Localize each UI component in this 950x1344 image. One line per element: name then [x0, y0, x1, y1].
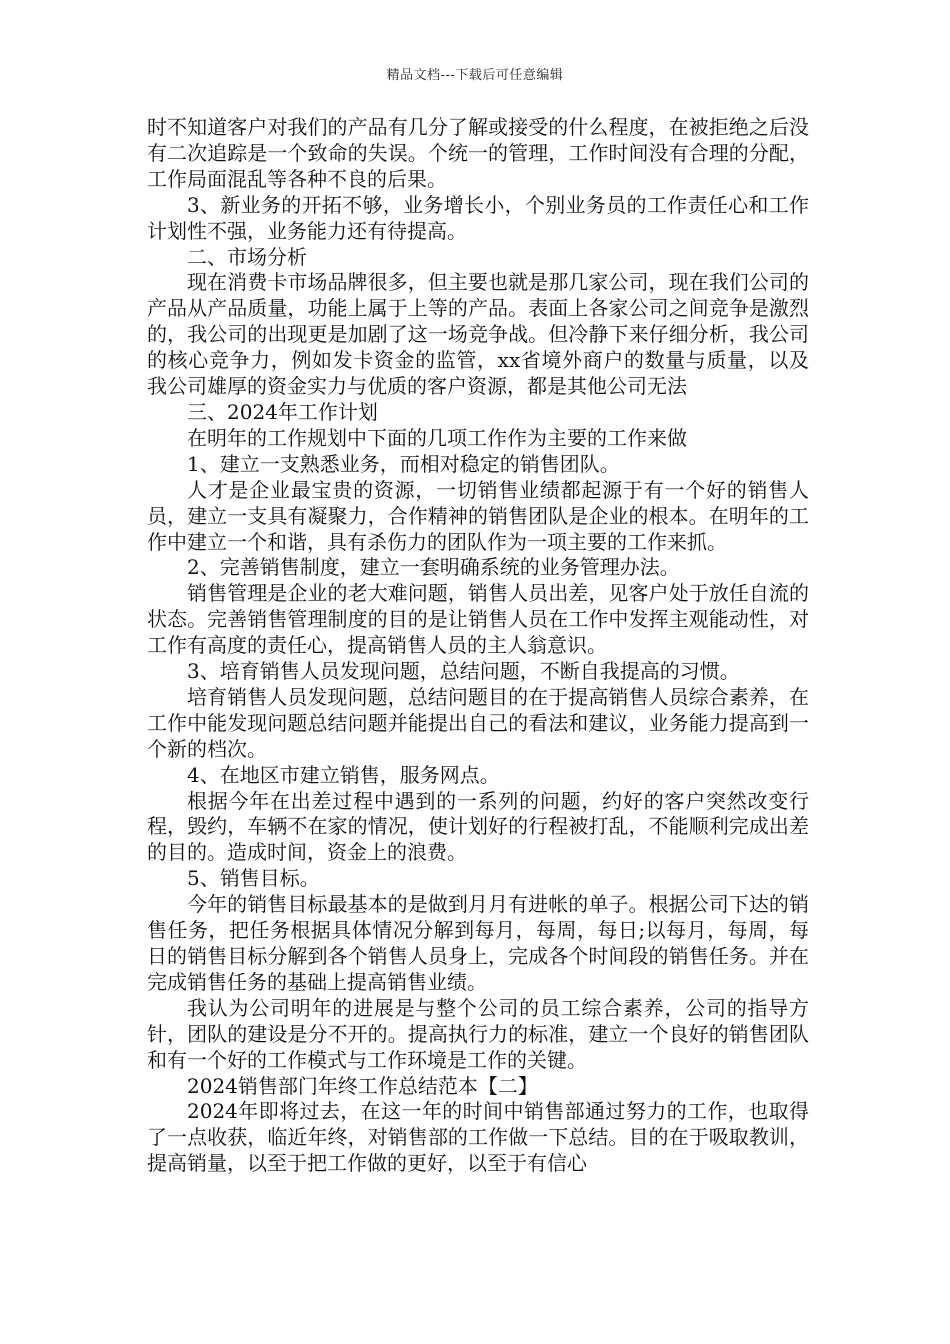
list-item-heading: 2、完善销售制度，建立一套明确系统的业务管理办法。 [187, 555, 680, 580]
section-heading: 二、市场分析 [187, 244, 307, 269]
paragraph: 销售管理是企业的老大难问题，销售人员出差，见客户处于放任自流的状态。完善销售管理制度的目的是让销售人员在工作中发挥主观能动性，对工作有高度的责任心，提高销售人员的主人翁意识。 [147, 581, 809, 658]
list-item-heading: 5、销售目标。 [187, 866, 320, 891]
paragraph: 培育销售人员发现问题，总结问题目的在于提高销售人员综合素养，在工作中能发现问题总结问题并能提出自己的看法和建议，业务能力提高到一个新的档次。 [147, 684, 809, 761]
list-item-heading: 3、培育销售人员发现问题，总结问题，不断自我提高的习惯。 [187, 659, 740, 684]
paragraph: 现在消费卡市场品牌很多，但主要也就是那几家公司，现在我们公司的产品从产品质量，功能上属于上等的产品。表面上各家公司之间竞争是激烈的，我公司的出现更是加剧了这一场竞争战。但冷静下来仔细分析，我公司的核心竞争力，例如发卡资金的监管，xx省境外商户的数量与质量，以及我公司雄厚的资金实力与优质的客户资源，都是其他公司无法 [147, 270, 809, 399]
paragraph: 在明年的工作规划中下面的几项工作作为主要的工作来做 [187, 425, 687, 450]
page-header: 精品文档---下载后可任意编辑 [386, 68, 564, 83]
paragraph: 我认为公司明年的进展是与整个公司的员工综合素养，公司的指导方针，团队的建设是分不开的。提高执行力的标准，建立一个良好的销售团队和有一个好的工作模式与工作环境是工作的关键。 [147, 995, 809, 1072]
paragraph: 3、新业务的开拓不够，业务增长小，个别业务员的工作责任心和工作计划性不强，业务能力还有待提高。 [147, 192, 809, 243]
document-body [147, 115, 809, 1177]
paragraph: 时不知道客户对我们的产品有几分了解或接受的什么程度，在被拒绝之后没有二次追踪是一个致命的失误。个统一的管理，工作时间没有合理的分配，工作局面混乱等各种不良的后果。 [147, 115, 809, 191]
list-item-heading: 4、在地区市建立销售，服务网点。 [187, 762, 500, 787]
paragraph: 今年的销售目标最基本的是做到月月有进帐的单子。根据公司下达的销售任务，把任务根据具体情况分解到每月，每周，每日;以每月，每周，每日的销售目标分解到各个销售人员身上，完成各个时间段的销售任务。并在完成销售任务的基础上提高销售业绩。 [147, 892, 809, 994]
paragraph: 2024年即将过去，在这一年的时间中销售部通过努力的工作，也取得了一点收获，临近年终，对销售部的工作做一下总结。目的在于吸取教训，提高销量，以至于把工作做的更好，以至于有信心 [147, 1099, 809, 1176]
document-subtitle: 2024销售部门年终工作总结范本【二】 [187, 1073, 538, 1098]
paragraph: 人才是企业最宝贵的资源，一切销售业绩都起源于有一个好的销售人员，建立一支具有凝聚力，合作精神的销售团队是企业的根本。在明年的工作中建立一个和谐，具有杀伤力的团队作为一项主要的工作来抓。 [147, 477, 809, 554]
section-heading: 三、2024年工作计划 [187, 399, 378, 424]
paragraph: 根据今年在出差过程中遇到的一系列的问题，约好的客户突然改变行程，毁约，车辆不在家的情况，使计划好的行程被打乱，不能顺利完成出差的目的。造成时间，资金上的浪费。 [147, 788, 809, 865]
list-item-heading: 1、建立一支熟悉业务，而相对稳定的销售团队。 [187, 451, 620, 476]
